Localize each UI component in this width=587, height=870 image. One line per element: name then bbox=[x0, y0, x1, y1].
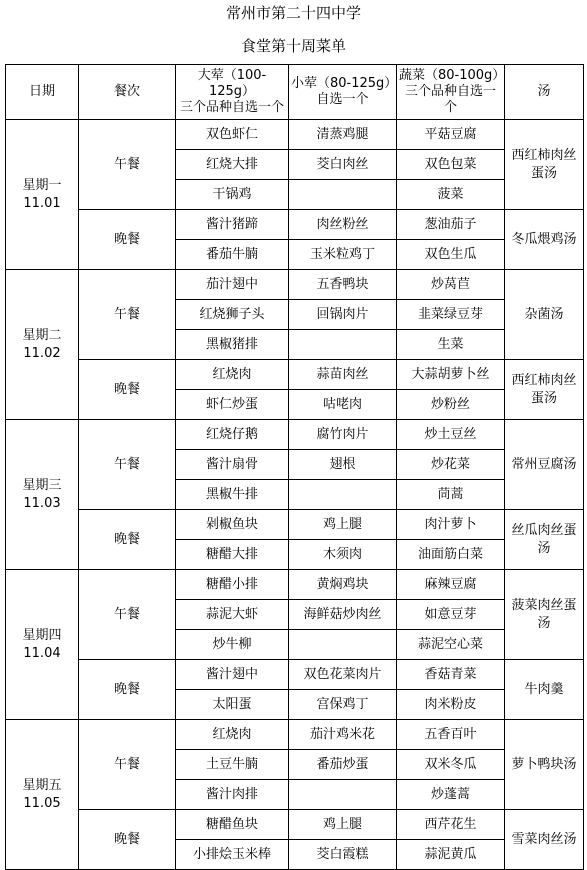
day-date: 11.01 bbox=[23, 195, 61, 211]
big-meat-dish: 土豆牛腩 bbox=[176, 750, 289, 780]
vegetable-dish: 双色包菜 bbox=[397, 150, 505, 180]
table-row bbox=[6, 270, 584, 300]
big-meat-dish: 红烧肉 bbox=[176, 360, 289, 390]
soup-cell: 雪菜肉丝汤 bbox=[505, 810, 584, 870]
table-row bbox=[6, 420, 584, 450]
soup-cell: 常州豆腐汤 bbox=[505, 420, 584, 510]
meal-cell: 晚餐 bbox=[79, 510, 176, 570]
vegetable-dish: 如意豆芽 bbox=[397, 600, 505, 630]
table-row bbox=[6, 810, 584, 840]
big-meat-dish: 茄汁翅中 bbox=[176, 270, 289, 300]
soup-cell: 杂菌汤 bbox=[505, 270, 584, 360]
day-name: 星期四 bbox=[22, 627, 62, 643]
small-meat-dish: 腐竹肉片 bbox=[289, 420, 397, 450]
soup-cell: 牛肉羹 bbox=[505, 660, 584, 720]
day-cell bbox=[6, 570, 79, 720]
header-vegetable bbox=[397, 65, 505, 120]
soup-cell: 萝卜鸭块汤 bbox=[505, 720, 584, 810]
day-date: 11.04 bbox=[23, 645, 61, 661]
weekly-menu-table bbox=[5, 64, 584, 870]
big-meat-dish: 小排烩玉米棒 bbox=[176, 840, 289, 870]
school-title: 常州市第二十四中学 bbox=[225, 4, 361, 22]
small-meat-dish: 宫保鸡丁 bbox=[289, 690, 397, 720]
header-big-meat-line: 三个品种自选一个 bbox=[179, 100, 284, 115]
day-name: 星期一 bbox=[22, 177, 62, 193]
meal-cell: 午餐 bbox=[79, 420, 176, 510]
header-vegetable-line: 个 bbox=[443, 100, 457, 115]
day-date: 11.05 bbox=[23, 795, 61, 811]
day-name: 星期三 bbox=[22, 477, 62, 493]
small-meat-dish: 鸡上腿 bbox=[289, 810, 397, 840]
vegetable-dish: 蒜泥空心菜 bbox=[397, 630, 505, 660]
vegetable-dish: 蒜泥黄瓜 bbox=[397, 840, 505, 870]
big-meat-dish: 双色虾仁 bbox=[176, 120, 289, 150]
small-meat-dish: 茄汁鸡米花 bbox=[289, 720, 397, 750]
vegetable-dish: 香菇青菜 bbox=[397, 660, 505, 690]
big-meat-dish: 酱汁翅中 bbox=[176, 660, 289, 690]
header-small-meat bbox=[289, 65, 397, 120]
big-meat-dish: 干锅鸡 bbox=[176, 180, 289, 210]
day-date: 11.03 bbox=[23, 495, 61, 511]
day-name: 星期五 bbox=[22, 777, 62, 793]
big-meat-dish: 炒牛柳 bbox=[176, 630, 289, 660]
big-meat-dish: 番茄牛腩 bbox=[176, 240, 289, 270]
table-row bbox=[6, 570, 584, 600]
vegetable-dish: 韭菜绿豆芽 bbox=[397, 300, 505, 330]
big-meat-dish: 红烧狮子头 bbox=[176, 300, 289, 330]
meal-cell: 晚餐 bbox=[79, 360, 176, 420]
header-row bbox=[6, 65, 584, 120]
big-meat-dish: 太阳蛋 bbox=[176, 690, 289, 720]
header-small-meat-line: 小荤（80-125g） bbox=[291, 76, 398, 91]
menu-title: 食堂第十周菜单 bbox=[240, 37, 346, 55]
small-meat-dish: 木须肉 bbox=[289, 540, 397, 570]
header-big-meat bbox=[176, 65, 289, 120]
meal-cell: 午餐 bbox=[79, 570, 176, 660]
small-meat-dish: 玉米粒鸡丁 bbox=[289, 240, 397, 270]
meal-cell: 午餐 bbox=[79, 720, 176, 810]
big-meat-dish: 剁椒鱼块 bbox=[176, 510, 289, 540]
big-meat-dish: 虾仁炒蛋 bbox=[176, 390, 289, 420]
big-meat-dish: 黑椒猪排 bbox=[176, 330, 289, 360]
big-meat-dish: 酱汁肉排 bbox=[176, 780, 289, 810]
meal-cell: 晚餐 bbox=[79, 210, 176, 270]
vegetable-dish: 菠菜 bbox=[397, 180, 505, 210]
big-meat-dish: 红烧仔鹅 bbox=[176, 420, 289, 450]
meal-cell: 午餐 bbox=[79, 120, 176, 210]
small-meat-dish bbox=[289, 780, 397, 810]
vegetable-dish: 双米冬瓜 bbox=[397, 750, 505, 780]
small-meat-dish: 茭白肉丝 bbox=[289, 150, 397, 180]
table-row bbox=[6, 360, 584, 390]
vegetable-dish: 炒土豆丝 bbox=[397, 420, 505, 450]
vegetable-dish: 茼蒿 bbox=[397, 480, 505, 510]
big-meat-dish: 酱汁扇骨 bbox=[176, 450, 289, 480]
small-meat-dish: 咕咾肉 bbox=[289, 390, 397, 420]
vegetable-dish: 炒粉丝 bbox=[397, 390, 505, 420]
small-meat-dish: 蒜苗肉丝 bbox=[289, 360, 397, 390]
small-meat-dish: 鸡上腿 bbox=[289, 510, 397, 540]
small-meat-dish: 番茄炒蛋 bbox=[289, 750, 397, 780]
day-cell bbox=[6, 420, 79, 570]
small-meat-dish: 清蒸鸡腿 bbox=[289, 120, 397, 150]
vegetable-dish: 炒莴苣 bbox=[397, 270, 505, 300]
big-meat-dish: 蒜泥大虾 bbox=[176, 600, 289, 630]
vegetable-dish: 五香百叶 bbox=[397, 720, 505, 750]
big-meat-dish: 红烧大排 bbox=[176, 150, 289, 180]
vegetable-dish: 生菜 bbox=[397, 330, 505, 360]
small-meat-dish: 黄焖鸡块 bbox=[289, 570, 397, 600]
day-cell bbox=[6, 120, 79, 270]
small-meat-dish bbox=[289, 330, 397, 360]
header-vegetable-line: 三个品种自选一 bbox=[404, 84, 496, 99]
table-row bbox=[6, 660, 584, 690]
vegetable-dish: 麻辣豆腐 bbox=[397, 570, 505, 600]
vegetable-dish: 葱油茄子 bbox=[397, 210, 505, 240]
small-meat-dish: 回锅肉片 bbox=[289, 300, 397, 330]
day-cell bbox=[6, 720, 79, 870]
meal-cell: 晚餐 bbox=[79, 660, 176, 720]
small-meat-dish bbox=[289, 630, 397, 660]
small-meat-dish: 双色花菜肉片 bbox=[289, 660, 397, 690]
table-row bbox=[6, 210, 584, 240]
soup-cell: 菠菜肉丝蛋汤 bbox=[505, 570, 584, 660]
day-cell bbox=[6, 270, 79, 420]
soup-cell: 西红柿肉丝蛋汤 bbox=[505, 360, 584, 420]
day-name: 星期二 bbox=[22, 327, 62, 343]
small-meat-dish: 海鲜菇炒肉丝 bbox=[289, 600, 397, 630]
vegetable-dish: 肉米粉皮 bbox=[397, 690, 505, 720]
small-meat-dish: 肉丝粉丝 bbox=[289, 210, 397, 240]
small-meat-dish: 翅根 bbox=[289, 450, 397, 480]
vegetable-dish: 炒蓬蒿 bbox=[397, 780, 505, 810]
soup-cell: 西红柿肉丝蛋汤 bbox=[505, 120, 584, 210]
soup-cell: 丝瓜肉丝蛋汤 bbox=[505, 510, 584, 570]
table-row bbox=[6, 510, 584, 540]
table-row bbox=[6, 120, 584, 150]
day-date: 11.02 bbox=[23, 345, 61, 361]
vegetable-dish: 双色生瓜 bbox=[397, 240, 505, 270]
header-small-meat-line: 自选一个 bbox=[316, 92, 369, 107]
vegetable-dish: 大蒜胡萝卜丝 bbox=[397, 360, 505, 390]
vegetable-dish: 肉汁萝卜 bbox=[397, 510, 505, 540]
vegetable-dish: 油面筋白菜 bbox=[397, 540, 505, 570]
big-meat-dish: 酱汁猪蹄 bbox=[176, 210, 289, 240]
soup-cell: 冬瓜煨鸡汤 bbox=[505, 210, 584, 270]
vegetable-dish: 炒花菜 bbox=[397, 450, 505, 480]
header-soup: 汤 bbox=[505, 65, 584, 120]
big-meat-dish: 红烧肉 bbox=[176, 720, 289, 750]
header-date: 日期 bbox=[6, 65, 79, 120]
small-meat-dish: 五香鸭块 bbox=[289, 270, 397, 300]
big-meat-dish: 糖醋小排 bbox=[176, 570, 289, 600]
small-meat-dish bbox=[289, 180, 397, 210]
header-big-meat-line: 大荤（100-125g） bbox=[197, 68, 267, 99]
table-row bbox=[6, 720, 584, 750]
header-vegetable-line: 蔬菜（80-100g） bbox=[399, 68, 506, 83]
small-meat-dish: 茭白霞糕 bbox=[289, 840, 397, 870]
header-meal: 餐次 bbox=[79, 65, 176, 120]
big-meat-dish: 黑椒牛排 bbox=[176, 480, 289, 510]
big-meat-dish: 糖醋鱼块 bbox=[176, 810, 289, 840]
big-meat-dish: 糖醋大排 bbox=[176, 540, 289, 570]
meal-cell: 午餐 bbox=[79, 270, 176, 360]
meal-cell: 晚餐 bbox=[79, 810, 176, 870]
vegetable-dish: 平菇豆腐 bbox=[397, 120, 505, 150]
small-meat-dish bbox=[289, 480, 397, 510]
vegetable-dish: 西芹花生 bbox=[397, 810, 505, 840]
